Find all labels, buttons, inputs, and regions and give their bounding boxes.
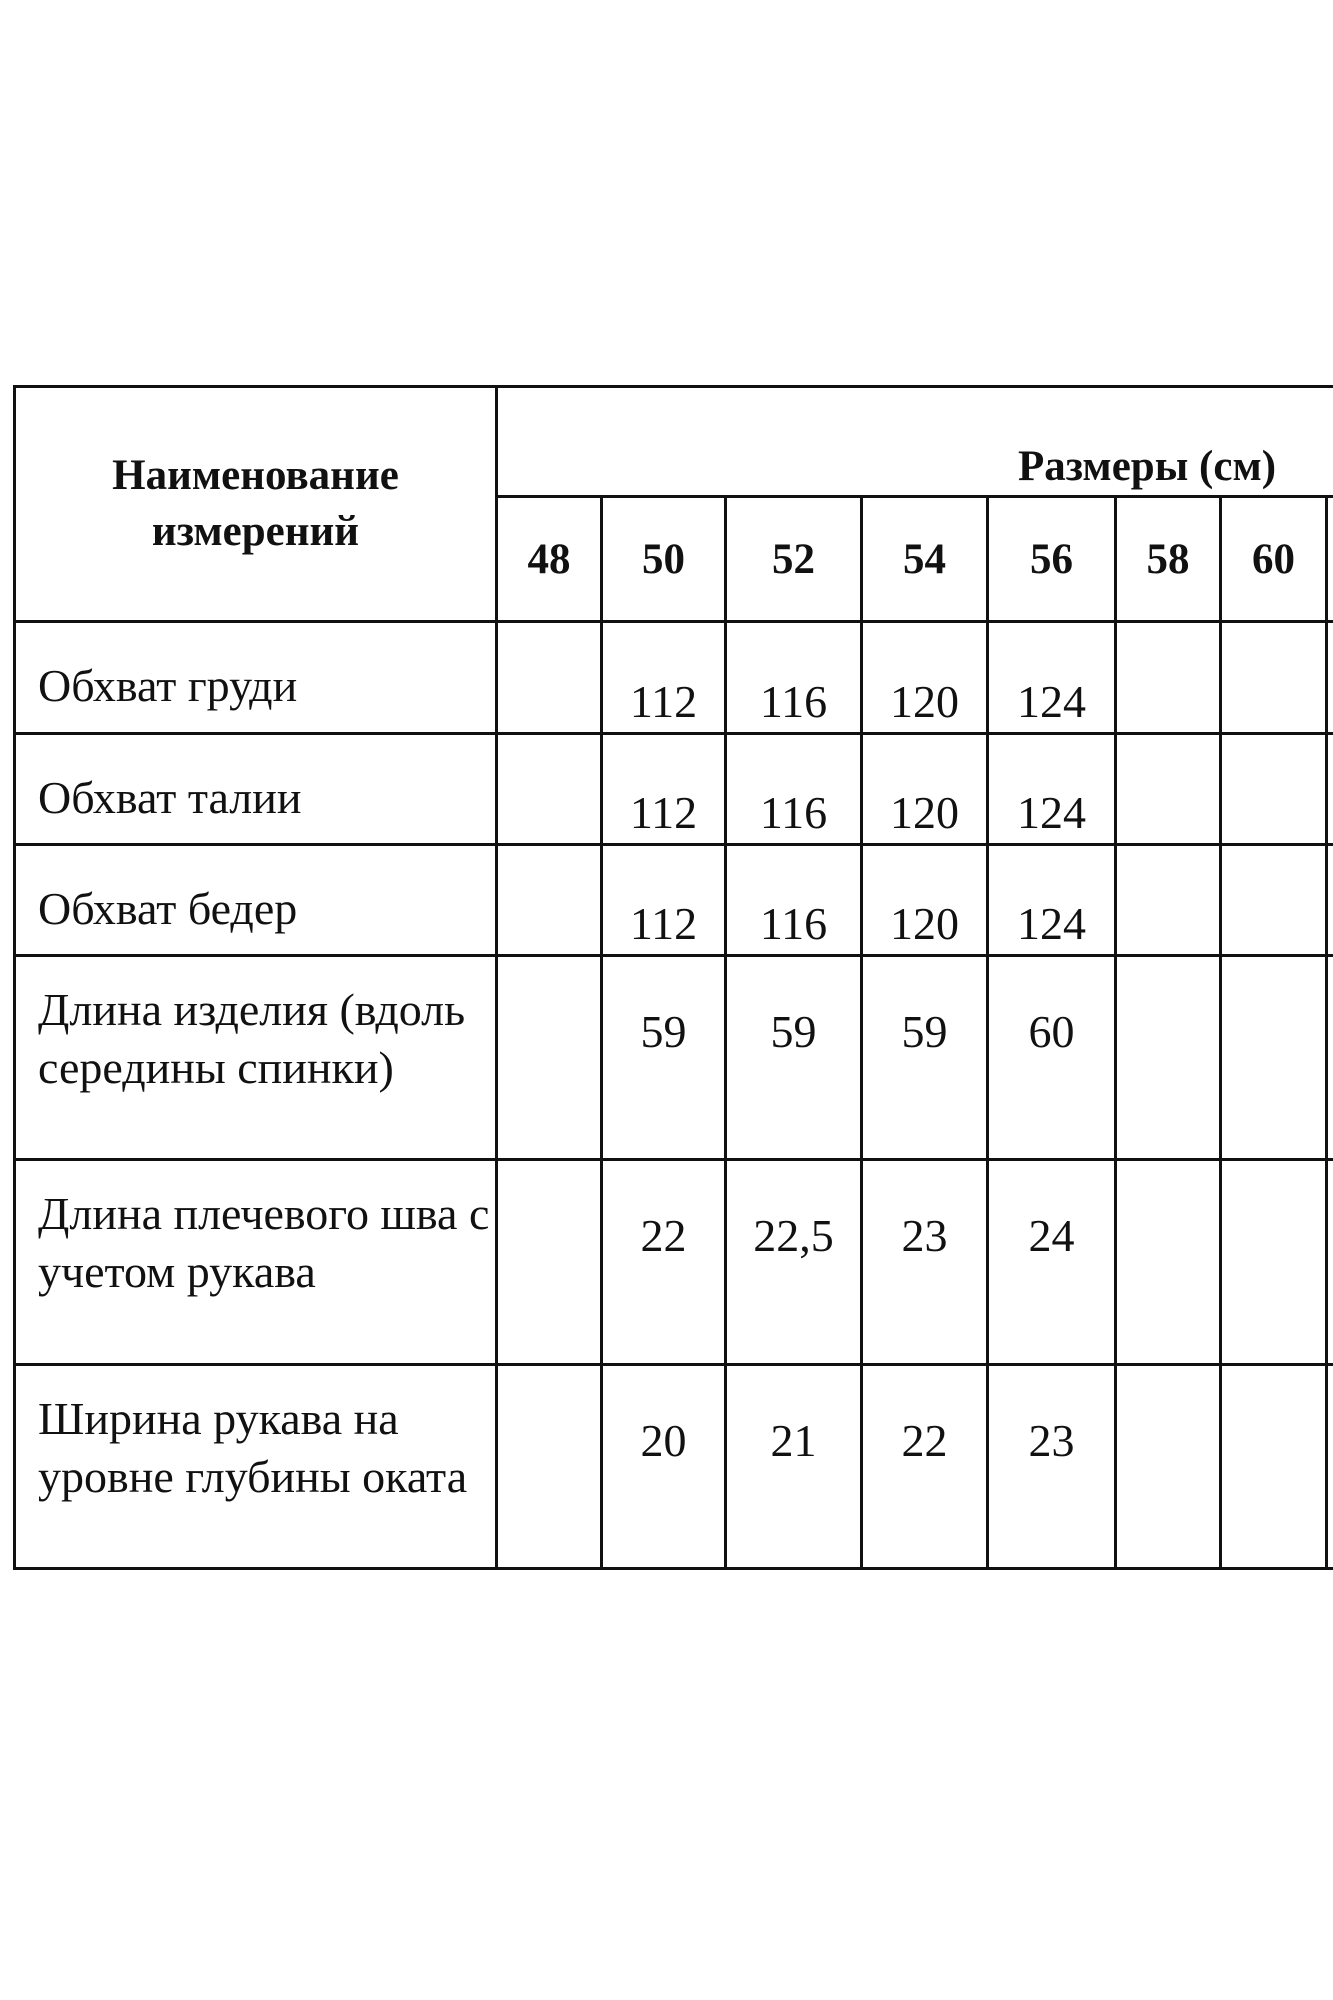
- table-cell: 20: [602, 1364, 726, 1568]
- table-cell-overflow: [1327, 1364, 1333, 1568]
- table-cell: [497, 1364, 602, 1568]
- table-cell-overflow: [1327, 733, 1333, 844]
- table-cell: [497, 733, 602, 844]
- table-cell: [1221, 955, 1327, 1159]
- table-cell: [1116, 955, 1221, 1159]
- table-cell: 112: [602, 622, 726, 733]
- size-header-52: 52: [726, 497, 862, 622]
- size-table: [13, 385, 1333, 1570]
- size-header-58: 58: [1116, 497, 1221, 622]
- sizes-group-header-text: Размеры (см): [1018, 443, 1277, 491]
- sizes-group-header: [497, 387, 1333, 497]
- table-cell: 59: [862, 955, 988, 1159]
- table-cell: 120: [862, 733, 988, 844]
- header-row-group: [15, 387, 1333, 497]
- table-cell-overflow: [1327, 622, 1333, 733]
- table-cell: 22,5: [726, 1160, 862, 1364]
- table-cell: [497, 955, 602, 1159]
- table-cell: [1116, 733, 1221, 844]
- table-row: [15, 844, 1333, 955]
- table-cell: [1116, 1364, 1221, 1568]
- table-cell: 22: [862, 1364, 988, 1568]
- table-cell: [497, 844, 602, 955]
- measurement-name-header: Наименование измерений: [15, 387, 497, 622]
- table-cell-overflow: [1327, 955, 1333, 1159]
- table-cell-overflow: [1327, 1160, 1333, 1364]
- row-label: Ширина рукава на уровне глубины оката: [15, 1364, 497, 1568]
- table-cell: 24: [988, 1160, 1116, 1364]
- table-cell: [1221, 622, 1327, 733]
- size-header-60: 60: [1221, 497, 1327, 622]
- table-cell: 124: [988, 844, 1116, 955]
- table-row: [15, 733, 1333, 844]
- size-chart: [13, 385, 1333, 1570]
- row-label: Длина плечевого шва с учетом рукава: [15, 1160, 497, 1364]
- table-cell-overflow: [1327, 844, 1333, 955]
- table-cell: 23: [862, 1160, 988, 1364]
- table-cell: [1116, 622, 1221, 733]
- table-row: [15, 955, 1333, 1159]
- table-cell: 60: [988, 955, 1116, 1159]
- table-cell: [497, 1160, 602, 1364]
- table-cell: 124: [988, 622, 1116, 733]
- table-cell: 21: [726, 1364, 862, 1568]
- row-label: Обхват бедер: [15, 844, 497, 955]
- row-label: Обхват талии: [15, 733, 497, 844]
- table-cell: [1221, 1364, 1327, 1568]
- table-cell: 116: [726, 844, 862, 955]
- table-cell: 120: [862, 622, 988, 733]
- table-cell: [1221, 1160, 1327, 1364]
- table-cell: 22: [602, 1160, 726, 1364]
- size-header-overflow: [1327, 497, 1333, 622]
- table-row: [15, 622, 1333, 733]
- table-row: [15, 1160, 1333, 1364]
- table-cell: [1116, 844, 1221, 955]
- table-cell: 120: [862, 844, 988, 955]
- table-cell: 59: [726, 955, 862, 1159]
- table-cell: 112: [602, 733, 726, 844]
- size-header-56: 56: [988, 497, 1116, 622]
- table-row: [15, 1364, 1333, 1568]
- table-cell: 112: [602, 844, 726, 955]
- size-header-54: 54: [862, 497, 988, 622]
- table-cell: 116: [726, 733, 862, 844]
- table-cell: 59: [602, 955, 726, 1159]
- row-label: Длина изделия (вдоль середины спинки): [15, 955, 497, 1159]
- size-header-48: 48: [497, 497, 602, 622]
- table-cell: [1221, 844, 1327, 955]
- row-label: Обхват груди: [15, 622, 497, 733]
- size-header-50: 50: [602, 497, 726, 622]
- table-cell: 124: [988, 733, 1116, 844]
- table-cell: [1221, 733, 1327, 844]
- table-cell: 23: [988, 1364, 1116, 1568]
- table-cell: [497, 622, 602, 733]
- table-cell: 116: [726, 622, 862, 733]
- table-cell: [1116, 1160, 1221, 1364]
